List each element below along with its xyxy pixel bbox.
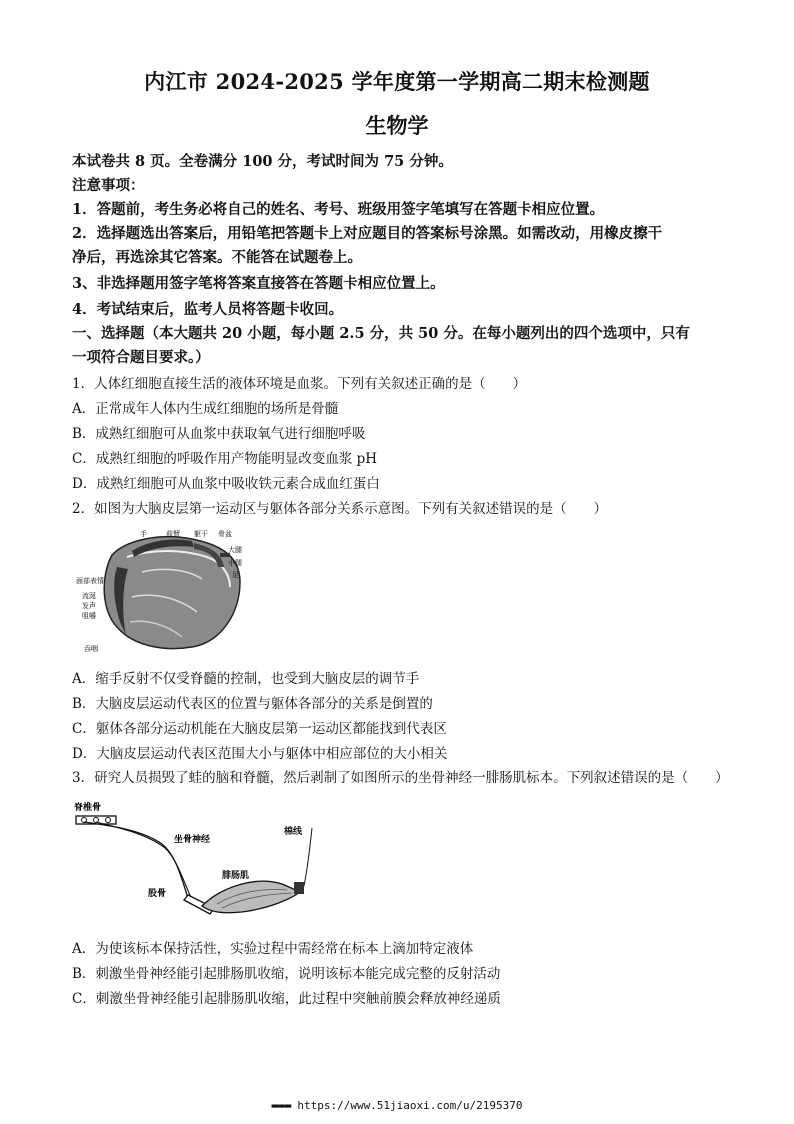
figure-label: 吞咽 xyxy=(84,645,98,653)
figure-label: 小腿 xyxy=(228,559,242,567)
footer-prefix: ▬▬▬ xyxy=(271,1099,292,1112)
question-1-stem: 1．人体红细胞直接生活的液体环境是血浆。下列有关叙述正确的是（ ） xyxy=(72,376,527,392)
figure-label: 躯干 xyxy=(194,530,208,538)
figure-label: 股骨 xyxy=(148,889,167,899)
section-heading: 一、选择题（本大题共 20 小题，每小题 2.5 分，共 50 分。在每小题列出的四个选项中，只有 xyxy=(72,325,690,342)
figure-label: 咀嚼 xyxy=(82,612,96,620)
notice-item: 3、非选择题用签字笔将答案直接答在答题卡相应位置上。 xyxy=(72,275,445,292)
question-1-option-b: B．成熟红细胞可从血浆中获取氧气进行细胞呼吸 xyxy=(72,426,366,442)
notice-item: 4．考试结束后，监考人员将答题卡收回。 xyxy=(72,301,344,318)
notice-heading: 注意事项： xyxy=(72,177,145,194)
motor-cortex-figure xyxy=(72,527,252,657)
question-3-option-a: A．为使该标本保持活性，实验过程中需经常在标本上滴加特定液体 xyxy=(72,941,474,957)
question-2-option-a: A．缩手反射不仅受脊髓的控制，也受到大脑皮层的调节手 xyxy=(72,671,420,687)
section-heading: 一项符合题目要求。） xyxy=(72,349,210,366)
exam-info: 本试卷共 8 页。全卷满分 100 分，考试时间为 75 分钟。 xyxy=(72,153,453,170)
figure-label: 大腿 xyxy=(228,546,242,554)
figure-label: 前臂 xyxy=(166,530,180,538)
figure-label: 足 xyxy=(232,571,239,579)
question-2-option-c: C．躯体各部分运动机能在大脑皮层第一运动区都能找到代表区 xyxy=(72,721,447,737)
question-2-option-b: B．大脑皮层运动代表区的位置与躯体各部分的关系是倒置的 xyxy=(72,696,433,712)
footer-watermark xyxy=(0,1099,794,1112)
figure-label: 手 xyxy=(140,530,147,538)
figure-label: 发声 xyxy=(82,602,96,610)
question-1-option-d: D．成熟红细胞可从血浆中吸收铁元素合成血红蛋白 xyxy=(72,476,380,492)
figure-label: 腓肠肌 xyxy=(222,871,250,881)
footer-url[interactable]: https://www.51jiaoxi.com/u/2195370 xyxy=(297,1099,523,1112)
question-3-option-b: B．刺激坐骨神经能引起腓肠肌收缩，说明该标本能完成完整的反射活动 xyxy=(72,966,501,982)
question-3-stem: 3．研究人员损毁了蛙的脑和脊髓，然后剥制了如图所示的坐骨神经一腓肠肌标本。下列叙述错误的是（ ） xyxy=(72,770,729,786)
notice-item: 2．选择题选出答案后，用铅笔把答题卡上对应题目的答案标号涂黑。如需改动，用橡皮擦干 xyxy=(72,225,663,242)
figure-label: 流涎 xyxy=(82,592,96,600)
question-1-option-a: A．正常成年人体内生成红细胞的场所是骨髓 xyxy=(72,401,339,417)
question-2-option-d: D．大脑皮层运动代表区范围大小与躯体中相应部位的大小相关 xyxy=(72,746,448,762)
notice-item: 1．答题前，考生务必将自己的姓名、考号、班级用签字笔填写在答题卡相应位置。 xyxy=(72,201,605,218)
question-3-option-c: C．刺激坐骨神经能引起腓肠肌收缩，此过程中突触前膜会释放神经递质 xyxy=(72,991,501,1007)
exam-title: 内江市 2024-2025 学年度第一学期高二期末检测题 xyxy=(144,69,650,94)
nerve-muscle-figure xyxy=(72,796,332,926)
figure-label: 坐骨神经 xyxy=(174,835,211,845)
notice-item: 净后，再选涂其它答案。不能答在试题卷上。 xyxy=(72,249,362,266)
question-2-stem: 2．如图为大脑皮层第一运动区与躯体各部分关系示意图。下列有关叙述错误的是（ ） xyxy=(72,501,608,517)
figure-label: 脊椎骨 xyxy=(74,803,102,813)
question-1-option-c: C．成熟红细胞的呼吸作用产物能明显改变血浆 pH xyxy=(72,451,378,467)
figure-label: 棉线 xyxy=(284,827,303,837)
subject-title: 生物学 xyxy=(365,113,429,138)
figure-label: 骨盆 xyxy=(218,530,232,538)
figure-label: 面部表情 xyxy=(76,577,104,585)
